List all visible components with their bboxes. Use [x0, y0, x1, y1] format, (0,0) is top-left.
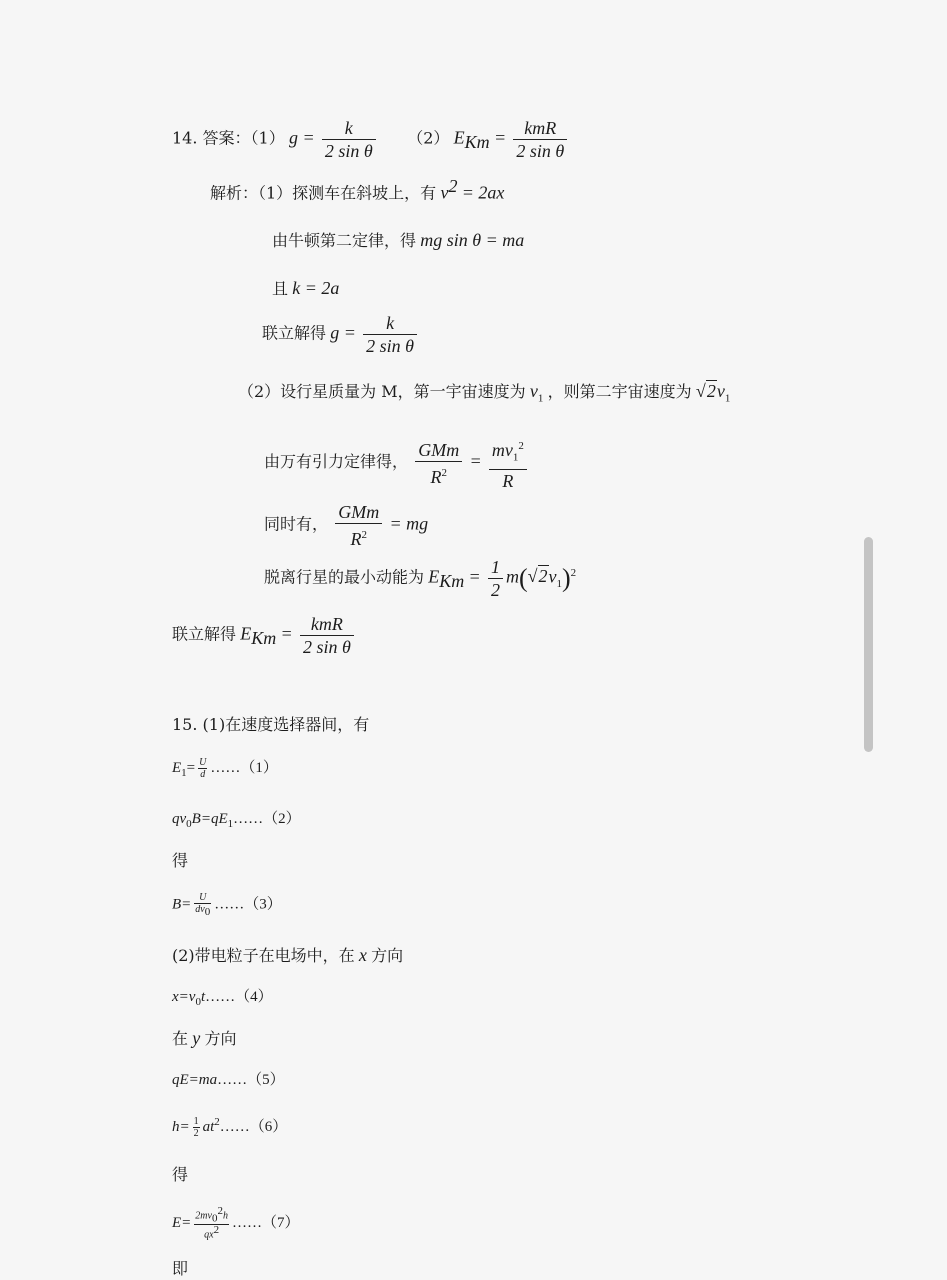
q15-force-eq: qv [172, 811, 187, 827]
q14-ans1-lhs: g = [288, 127, 315, 148]
q15-h-lhs: h= [172, 1119, 190, 1135]
q14-solve-lhs: g = [330, 322, 356, 343]
q15-e1-tag: ……（1） [210, 759, 278, 776]
q14-ans2-eq: = [493, 127, 507, 148]
q14-grav-frac1 [415, 440, 462, 487]
q15-b-frac [194, 892, 211, 918]
q15-b-den-sub: 0 [204, 906, 211, 918]
q14-newton-text: 由牛顿第二定律，得 [272, 231, 417, 250]
q14-escape-num: 1 [488, 557, 503, 579]
q14-escape-line: 脱离行星的最小动能为 $E_{Km}$ = $\frac{1}{2}$ $m(√2v_1)^2$ [264, 557, 577, 600]
q15-x-eq: x=v [172, 989, 196, 1005]
q15-h-den: 2 [193, 1128, 199, 1140]
q14-final-lhs: E [240, 623, 252, 644]
q14-and-eq: k = 2a [292, 278, 340, 298]
q15-e-tag: ……（7） [231, 1214, 300, 1231]
q14-ans2-den: 2 sin θ [516, 141, 565, 161]
q15-e-den: qx [204, 1229, 214, 1241]
q14-part2-v-sub: 1 [724, 392, 731, 405]
q14-solve-den: 2 sin θ [366, 336, 415, 356]
q15-qe-tag: ……（5） [217, 1072, 285, 1088]
q14-part2-sqrt: √2 [695, 381, 716, 401]
q15-force-rest: B=qE [191, 811, 228, 827]
q14-part2-sqrt-rad: 2 [706, 381, 716, 401]
q14-same-den-sup: 2 [361, 529, 368, 541]
q15-x-sub: 0 [195, 996, 201, 1008]
q14-grav-num1: GMm [415, 440, 462, 462]
q15-b-den: dv [195, 904, 205, 915]
vertical-scrollbar[interactable] [864, 537, 873, 752]
q14-newton-eq: mg sin θ = ma [420, 230, 525, 250]
q15-e1-lhs: E [172, 759, 182, 776]
q15-force-sub: 0 [186, 818, 192, 830]
q15-e1-line [172, 757, 278, 783]
q15-h-frac [193, 1116, 200, 1139]
q15-y-line [172, 1028, 237, 1049]
q14-newton-line [272, 230, 524, 251]
q14-part2-line [238, 381, 730, 408]
q15-y-dir: 方向 [204, 1029, 237, 1048]
q14-part2-text2: ，则第二宇宙速度为 [547, 382, 692, 401]
q14-grav-num2-sub: 1 [512, 451, 519, 464]
q14-solve-num: k [363, 313, 417, 335]
q14-escape-den: 2 [490, 580, 500, 600]
q14-ans1-den: 2 sin θ [324, 141, 373, 161]
q14-escape-m: m [505, 566, 519, 587]
q15-x-rest: t [200, 989, 206, 1005]
q15-part2-line [172, 945, 403, 966]
q14-same-num: GMm [335, 502, 382, 524]
q15-e-num-sup: 2 [217, 1205, 223, 1217]
q15-y-var: y [192, 1028, 201, 1048]
q15-part2-dir: 方向 [371, 946, 404, 965]
q14-escape-frac [488, 557, 503, 600]
q15-de1: 得 [172, 851, 189, 870]
q14-answer-line [172, 118, 570, 161]
q14-grav-eq: = [469, 451, 482, 472]
q15-b-line [172, 892, 282, 918]
q14-and-line [272, 278, 339, 299]
q14-ans1-num: k [322, 118, 376, 140]
q14-escape-v: v [548, 566, 557, 587]
q15-h-tag: ……（6） [219, 1119, 288, 1135]
q15-e1-eq: = [186, 759, 196, 776]
q14-eq1-v: v [440, 182, 449, 203]
q15-qe-eq: qE=ma [172, 1072, 218, 1088]
q14-grav-den1-sup: 2 [441, 466, 448, 479]
q15-force-sub2: 1 [227, 818, 234, 830]
q14-escape-eq: = [468, 566, 481, 587]
q15-e-frac [194, 1206, 229, 1241]
q14-grav-text: 由万有引力定律得， [264, 452, 409, 472]
q15-force-tag: ……（2） [233, 811, 301, 827]
q15-force-line [172, 809, 301, 834]
q14-part2-v1: v [529, 381, 538, 401]
q14-grav-num2-sup: 2 [518, 440, 524, 452]
q15-e-num-sub: 0 [211, 1212, 218, 1225]
q14-and-text: 且 [272, 279, 289, 298]
q15-b-lhs: B= [172, 896, 192, 913]
q15-e-line [172, 1206, 299, 1241]
q14-part2-label: （2） [407, 128, 450, 148]
q15-part2-text: (2)带电粒子在电场中，在 [172, 946, 355, 965]
q15-e-num-rest: h [222, 1210, 228, 1222]
q15-x-tag: ……（4） [205, 989, 273, 1005]
q14-grav-frac2 [489, 436, 527, 491]
q14-escape-lhs: E [428, 566, 440, 587]
q14-same-den: R [350, 529, 362, 549]
q14-solve-frac [363, 313, 417, 356]
q14-final-line [172, 614, 357, 657]
q14-final-eq: = [280, 623, 293, 644]
q14-same-line [264, 502, 428, 549]
q14-eq1-sup: 2 [448, 176, 458, 196]
q14-solve-text: 联立解得 [262, 323, 327, 343]
q15-y-text: 在 [172, 1029, 189, 1048]
q14-header: 14. 答案：（1） [172, 128, 285, 148]
q14-grav-line [264, 436, 530, 491]
q14-final-text: 联立解得 [172, 624, 237, 644]
q15-header: 15. (1)在速度选择器间，有 [172, 715, 370, 734]
q14-grav-den1: R [430, 466, 442, 487]
q14-escape-v-sub: 1 [556, 577, 562, 590]
q15-h-line [172, 1112, 287, 1139]
q14-ans2-lhs: E [453, 127, 465, 148]
q14-eq1-rest: = 2ax [461, 182, 505, 203]
q14-same-text: 同时有， [264, 514, 329, 534]
q15-de2: 得 [172, 1165, 189, 1184]
q14-part2-v1-sub: 1 [537, 392, 544, 405]
q15-e-den-sup: 2 [213, 1224, 220, 1237]
q14-ans2-sub: Km [464, 131, 490, 152]
q14-same-rest: = mg [389, 513, 429, 534]
q14-final-sub: Km [251, 627, 277, 648]
q15-h-rest: at [202, 1119, 215, 1135]
q15-b-num: U [194, 892, 211, 904]
q15-h-num: 1 [193, 1116, 199, 1128]
q14-ans1-frac [322, 118, 376, 161]
q15-part2-x: x [358, 945, 367, 965]
q14-final-frac [300, 614, 354, 657]
q14-part2-text: （2）设行星质量为 M，第一宇宙速度为 [238, 382, 526, 401]
q14-analysis-line [210, 176, 504, 204]
q14-ans2-num: kmR [513, 118, 567, 140]
q14-final-num: kmR [300, 614, 354, 636]
q14-escape-sup: 2 [570, 566, 577, 579]
q14-grav-den2: R [502, 470, 514, 491]
q14-same-frac [335, 502, 382, 549]
q14-part2-v: v [716, 381, 725, 401]
q15-h-sup: 2 [214, 1116, 220, 1128]
q15-b-tag: ……（3） [214, 896, 282, 913]
q14-escape-text: 脱离行星的最小动能为 [264, 567, 425, 587]
q15-e1-sub: 1 [181, 766, 187, 779]
q15-ji: 即 [172, 1259, 189, 1278]
q15-e1-frac [198, 757, 207, 780]
q14-escape-sqrt: √2 [527, 566, 548, 587]
q14-escape-sqrt-rad: 2 [538, 566, 548, 587]
q14-analysis-text: 解析：（1）探测车在斜坡上，有 [210, 183, 437, 203]
q14-solve-line [262, 313, 420, 356]
q15-qe-line [172, 1070, 285, 1090]
q15-e1-den: d [200, 769, 206, 780]
q14-grav-num2: mv [491, 440, 513, 460]
q15-e-num: 2mv [195, 1210, 212, 1222]
q14-escape-sub: Km [439, 570, 465, 591]
q15-x-line [172, 987, 273, 1012]
q14-ans2-frac [513, 118, 567, 161]
q15-e-lhs: E= [172, 1214, 192, 1231]
q15-e1-num: U [199, 757, 207, 768]
q14-final-den: 2 sin θ [302, 637, 351, 657]
